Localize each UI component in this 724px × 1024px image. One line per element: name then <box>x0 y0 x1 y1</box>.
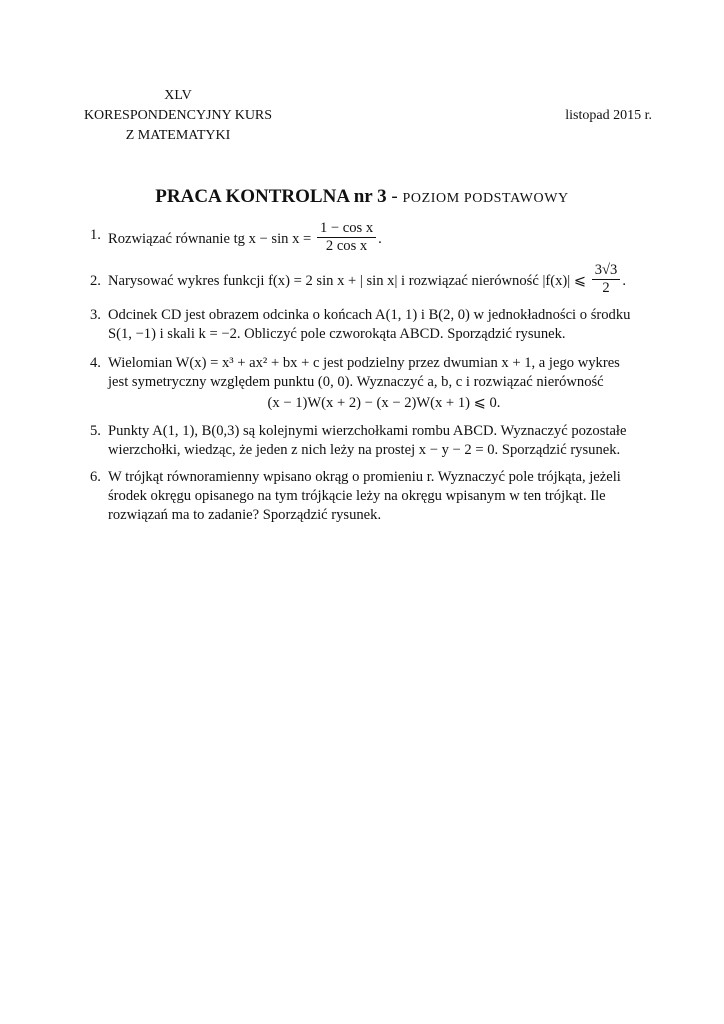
title-separator: - <box>386 186 403 207</box>
course-line-2: KORESPONDENCYJNY KURS <box>83 108 273 123</box>
problem-number: 6. <box>90 469 101 485</box>
course-name <box>72 86 284 146</box>
problem-line: rozwiązań ma to zadanie? Sporządzić rysunek. <box>108 507 382 523</box>
problem-line: wierzchołki, wiedząc, że jeden z nich leży na prostej x − y − 2 = 0. Sporządzić rysunek. <box>108 442 621 458</box>
course-line-1: XLV <box>164 88 192 103</box>
problem-text-end: . <box>378 230 382 247</box>
fraction <box>317 220 376 255</box>
problem-line: Odcinek CD jest obrazem odcinka o końcach A(1, 1) i B(2, 0) w jednokładności o środku <box>108 307 631 323</box>
problem-number: 5. <box>90 423 101 439</box>
inequality: (x − 1)W(x + 2) − (x − 2)W(x + 1) ⩽ 0. <box>267 395 501 411</box>
problem-number: 2. <box>90 273 101 289</box>
problem-number: 4. <box>90 355 101 371</box>
date: listopad 2015 r. <box>565 108 652 123</box>
problem-line: jest symetryczny względem punktu (0, 0). Wyznaczyć a, b, c i rozwiązać nierówność <box>108 374 604 390</box>
page-title <box>0 185 724 211</box>
fraction-numerator: 1 − cos x <box>317 220 376 238</box>
problem-text: Narysować wykres funkcji f(x) = 2 sin x + | sin x| i rozwiązać nierówność |f(x)| ⩽ <box>108 272 590 289</box>
title-main: PRACA KONTROLNA nr 3 <box>155 186 387 207</box>
fraction-denominator: 2 <box>602 280 610 296</box>
problem-line: S(1, −1) i skali k = −2. Obliczyć pole czworokąta ABCD. Sporządzić rysunek. <box>108 326 566 342</box>
problem-text: Rozwiązać równanie tg x − sin x = <box>108 230 315 247</box>
problem-line: Wielomian W(x) = x³ + ax² + bx + c jest podzielny przez dwumian x + 1, a jego wykres <box>108 355 620 371</box>
problem-line: Punkty A(1, 1), B(0,3) są kolejnymi wierzchołkami rombu ABCD. Wyznaczyć pozostałe <box>108 423 627 439</box>
fraction <box>592 262 621 297</box>
problem-text-end: . <box>622 272 626 289</box>
problem-line: W trójkąt równoramienny wpisano okrąg o promieniu r. Wyznaczyć pole trójkąta, jeżeli <box>108 469 621 485</box>
title-level: POZIOM PODSTAWOWY <box>402 191 569 206</box>
fraction-numerator: 3√3 <box>592 262 621 280</box>
problem-number: 3. <box>90 307 101 323</box>
problem-number: 1. <box>90 227 101 243</box>
course-line-3: Z MATEMATYKI <box>125 128 231 143</box>
problem-line: środek okręgu opisanego na tym trójkącie leży na okręgu wpisanym w ten trójkąt. Ile <box>108 488 606 504</box>
fraction-denominator: 2 cos x <box>325 238 368 254</box>
